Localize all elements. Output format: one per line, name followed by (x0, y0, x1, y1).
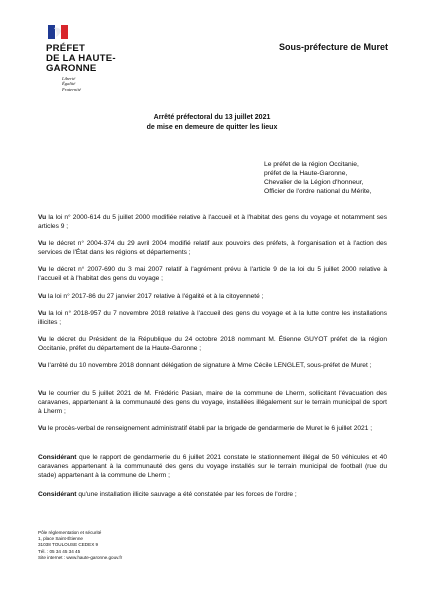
consideration-text: le décret n° 2007-690 du 3 mai 2007 relatif à l'agrément prévu à l'article 9 de la loi du 5 juillet 2000 relative à l'accueil et à l'habitat des gens du voyage ; (38, 266, 387, 282)
footer-line: 31038 TOULOUSE CEDEX 9 (38, 542, 99, 548)
consideration-text: le procès-verbal de renseignement administratif établi par la brigade de gendarmerie de Muret le 6 juillet 2021 ; (48, 425, 373, 432)
consideration-text: le décret du Président de la République du 24 octobre 2018 nommant M. Étienne GUYOT préfet de la région Occitanie, préfet du département de la Haute-Garonne ; (38, 336, 387, 352)
footer-line: 1, place Saint-Étienne (38, 536, 83, 542)
consideration-keyword: Vu (38, 425, 47, 432)
logo-title: PRÉFET DE LA HAUTE- GARONNE (46, 43, 116, 74)
decree-title (0, 113, 424, 133)
consideration-paragraph (38, 335, 387, 353)
consideration-text: le décret n° 2004-374 du 29 avril 2004 modifié relatif aux pouvoirs des préfets, à l'organisation et à l'action des services de l'État dans les régions et départements ; (38, 240, 387, 256)
consideration-keyword: Vu (38, 310, 47, 317)
footer-line: Tél. : 05 34 45 34 45 (38, 548, 81, 554)
consideration-paragraph (38, 453, 387, 480)
consideration-paragraph (38, 424, 387, 433)
consideration-paragraph (38, 265, 387, 283)
consideration-text: le courrier du 5 juillet 2021 de M. Frédéric Pasian, maire de la commune de Lherm, sollicitant l'évacuation des caravanes, appartenant à la communauté des gens du voyage, installées illégalement sur le terrain municipal de sport à Lherm ; (38, 390, 387, 415)
consideration-keyword: Vu (38, 336, 47, 343)
consideration-text: l'arrêté du 10 novembre 2018 donnant délégation de signature à Mme Cécile LENGLET, sous-préfet de Muret ; (48, 362, 372, 369)
consideration-paragraph (38, 490, 387, 499)
footer-line: Pôle réglementation et sécurité (38, 530, 102, 535)
prefect-line: Le préfet de la région Occitanie, (264, 161, 359, 168)
consideration-text: la loi n° 2018-957 du 7 novembre 2018 relative à l'accueil des gens du voyage et à la lutte contre les installations illicites ; (38, 310, 387, 326)
consideration-paragraph (38, 239, 387, 257)
prefect-line: Officier de l'ordre national du Mérite, (264, 188, 372, 195)
consideration-paragraph (38, 309, 387, 327)
consideration-keyword: Vu (38, 390, 47, 397)
footer-address (38, 530, 122, 561)
consideration-keyword: Vu (38, 266, 47, 273)
consideration-keyword: Vu (38, 362, 47, 369)
consideration-paragraph (38, 389, 387, 416)
logo-motto: Liberté Égalité Fraternité (62, 76, 81, 92)
consideration-text: la loi n° 2017-86 du 27 janvier 2017 relative à l'égalité et à la citoyenneté ; (48, 293, 264, 300)
consideration-keyword: Vu (38, 293, 47, 300)
marianne-flag-icon (48, 25, 68, 39)
consideration-paragraph (38, 292, 387, 301)
prefect-line: Chevalier de la Légion d'honneur, (264, 179, 364, 186)
consideration-keyword: Vu (38, 240, 47, 247)
consideration-keyword: Considérant (38, 454, 77, 461)
decree-title-line1: Arrêté préfectoral du 13 juillet 2021 (153, 114, 271, 121)
consideration-text: qu'une installation illicite sauvage a été constatée par les forces de l'ordre ; (78, 491, 297, 498)
prefect-block (264, 160, 371, 196)
consideration-paragraph (38, 361, 387, 370)
consideration-keyword: Vu (38, 214, 47, 221)
consideration-keyword: Considérant (38, 491, 77, 498)
consideration-text: la loi n° 2000-614 du 5 juillet 2000 modifiée relative à l'accueil et à l'habitat des gens du voyage et notamment ses articles 9 ; (38, 214, 387, 230)
prefect-line: préfet de la Haute-Garonne, (264, 170, 348, 177)
decree-title-line2: de mise en demeure de quitter les lieux (146, 124, 278, 131)
subprefecture-heading: Sous-préfecture de Muret (278, 42, 388, 52)
consideration-text: que le rapport de gendarmerie du 6 juillet 2021 constate le stationnement illégal de 50 véhicules et 40 caravanes appartenant à la communauté des gens du voyage installés sur le terrain municipal de football (rue du stade) appartenant à la commune de Lherm ; (38, 454, 387, 479)
consideration-paragraph (38, 213, 387, 231)
footer-website: Site internet : www.haute-garonne.gouv.fr (38, 554, 123, 560)
